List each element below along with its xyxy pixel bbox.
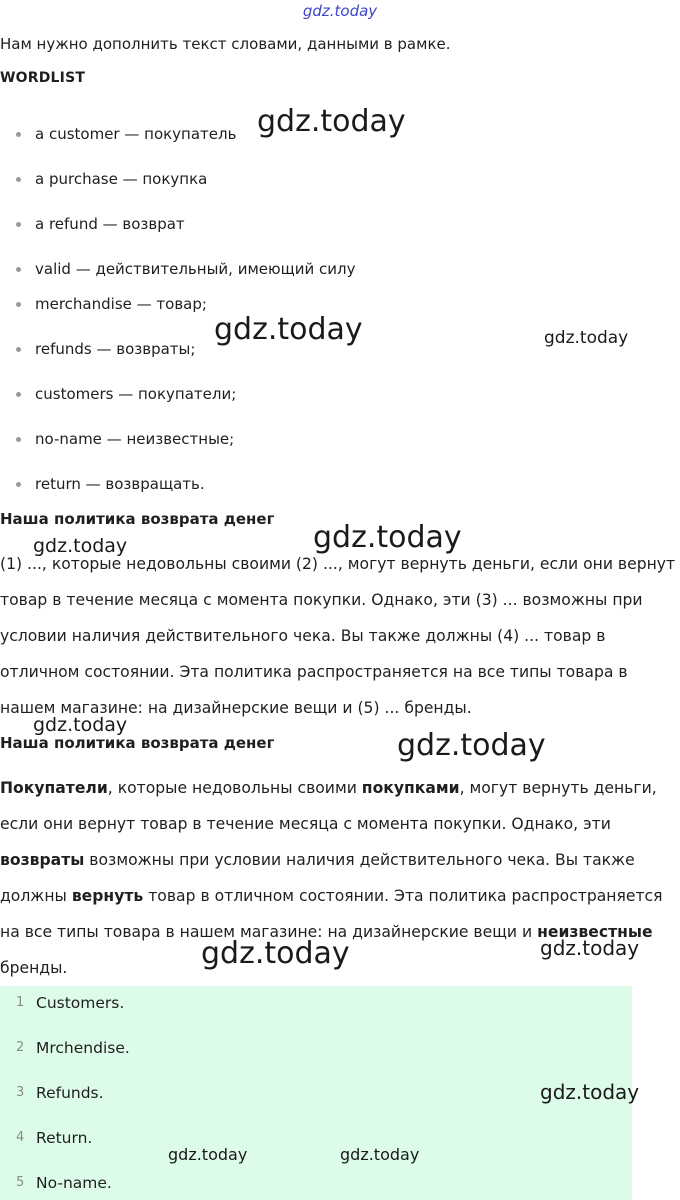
watermark: gdz.today	[544, 328, 629, 348]
watermark: gdz.today	[540, 1080, 640, 1104]
list-item	[16, 294, 207, 314]
answer-text-span: должны	[0, 887, 72, 905]
intro-text: Нам нужно дополнить текст словами, данными в рамке.	[0, 35, 451, 53]
list-item-label: valid — действительный, имеющий силу	[35, 260, 356, 278]
list-item	[16, 259, 356, 279]
watermark: gdz.today	[540, 936, 640, 960]
answer-row	[0, 1083, 104, 1103]
bullet-icon	[16, 267, 21, 272]
task-line: товар в течение месяца с момента покупки. Однако, эти (3) ... возможны при	[0, 591, 643, 609]
task-heading: Наша политика возврата денег	[0, 510, 275, 528]
watermark: gdz.today	[33, 535, 128, 557]
task-line: нашем магазине: на дизайнерские вещи и (5) ... бренды.	[0, 699, 472, 717]
filled-word: возвраты	[0, 851, 85, 869]
task-line: условии наличия действительного чека. Вы также должны (4) ... товар в	[0, 627, 606, 645]
watermark: gdz.today	[201, 936, 350, 971]
answer-line	[0, 842, 680, 878]
answer-line	[0, 878, 680, 914]
list-item	[16, 384, 236, 404]
list-item-label: a refund — возврат	[35, 215, 185, 233]
answer-row	[0, 1128, 92, 1148]
header-watermark: gdz.today	[302, 2, 378, 20]
answer-row	[0, 1173, 112, 1193]
answer-number: 5	[16, 1175, 25, 1190]
answer-text-span: , могут вернуть деньги,	[459, 779, 657, 797]
bullet-icon	[16, 437, 21, 442]
bullet-icon	[16, 302, 21, 307]
answer-row	[0, 993, 124, 1013]
bullet-icon	[16, 347, 21, 352]
filled-word: покупками	[361, 779, 460, 797]
watermark: gdz.today	[168, 1145, 248, 1164]
wordlist-heading: WORDLIST	[0, 70, 86, 86]
task-line: отличном состоянии. Эта политика распространяется на все типы товара в	[0, 663, 628, 681]
list-item	[16, 429, 234, 449]
answer-row	[0, 1038, 130, 1058]
answer-number: 2	[16, 1040, 25, 1055]
list-item-label: refunds — возвраты;	[35, 340, 196, 358]
answer-text-span: бренды.	[0, 959, 68, 977]
answer-value: Return.	[36, 1129, 93, 1147]
watermark: gdz.today	[214, 312, 363, 347]
answer-text-span: если они вернут товар в течение месяца с момента покупки. Однако, эти	[0, 815, 611, 833]
watermark: gdz.today	[313, 520, 462, 555]
watermark: gdz.today	[340, 1145, 420, 1164]
list-item-label: a purchase — покупка	[35, 170, 208, 188]
answer-line	[0, 770, 680, 806]
filled-word: Покупатели	[0, 779, 108, 797]
list-item-label: customers — покупатели;	[35, 385, 237, 403]
list-item-label: merchandise — товар;	[35, 295, 207, 313]
answer-value: Mrchendise.	[36, 1039, 130, 1057]
filled-word: неизвестные	[537, 923, 653, 941]
bullet-icon	[16, 132, 21, 137]
list-item	[16, 339, 195, 359]
bullet-icon	[16, 222, 21, 227]
answer-number: 3	[16, 1085, 25, 1100]
answer-number: 4	[16, 1130, 25, 1145]
list-item-label: no-name — неизвестные;	[35, 430, 235, 448]
bullet-icon	[16, 482, 21, 487]
answer-text-span: , которые недовольны своими	[107, 779, 362, 797]
list-item	[16, 124, 236, 144]
watermark: gdz.today	[33, 714, 128, 736]
task-paragraph	[0, 546, 680, 726]
list-item	[16, 214, 185, 234]
list-item	[16, 169, 207, 189]
answer-value: Customers.	[36, 994, 125, 1012]
answer-line	[0, 806, 680, 842]
list-item-label: return — возвращать.	[35, 475, 205, 493]
answer-value: Refunds.	[36, 1084, 104, 1102]
answer-number: 1	[16, 995, 25, 1010]
bullet-icon	[16, 177, 21, 182]
answer-text-span: товар в отличном состоянии. Эта политика распространяется	[143, 887, 663, 905]
list-item-label: a customer — покупатель	[35, 125, 237, 143]
watermark: gdz.today	[397, 728, 546, 763]
bullet-icon	[16, 392, 21, 397]
answer-text-span: на все типы товара в нашем магазине: на дизайнерские вещи и	[0, 923, 538, 941]
list-item	[16, 474, 205, 494]
answer-text-span: возможны при условии наличия действительного чека. Вы также	[84, 851, 635, 869]
filled-word: вернуть	[71, 887, 144, 905]
watermark: gdz.today	[257, 104, 406, 139]
answer-value: No-name.	[36, 1174, 112, 1192]
task-line: (1) ..., которые недовольны своими (2) ..., могут вернуть деньги, если они вернут	[0, 555, 676, 573]
answer-box	[0, 986, 632, 1200]
answer-text-heading: Наша политика возврата денег	[0, 734, 275, 752]
